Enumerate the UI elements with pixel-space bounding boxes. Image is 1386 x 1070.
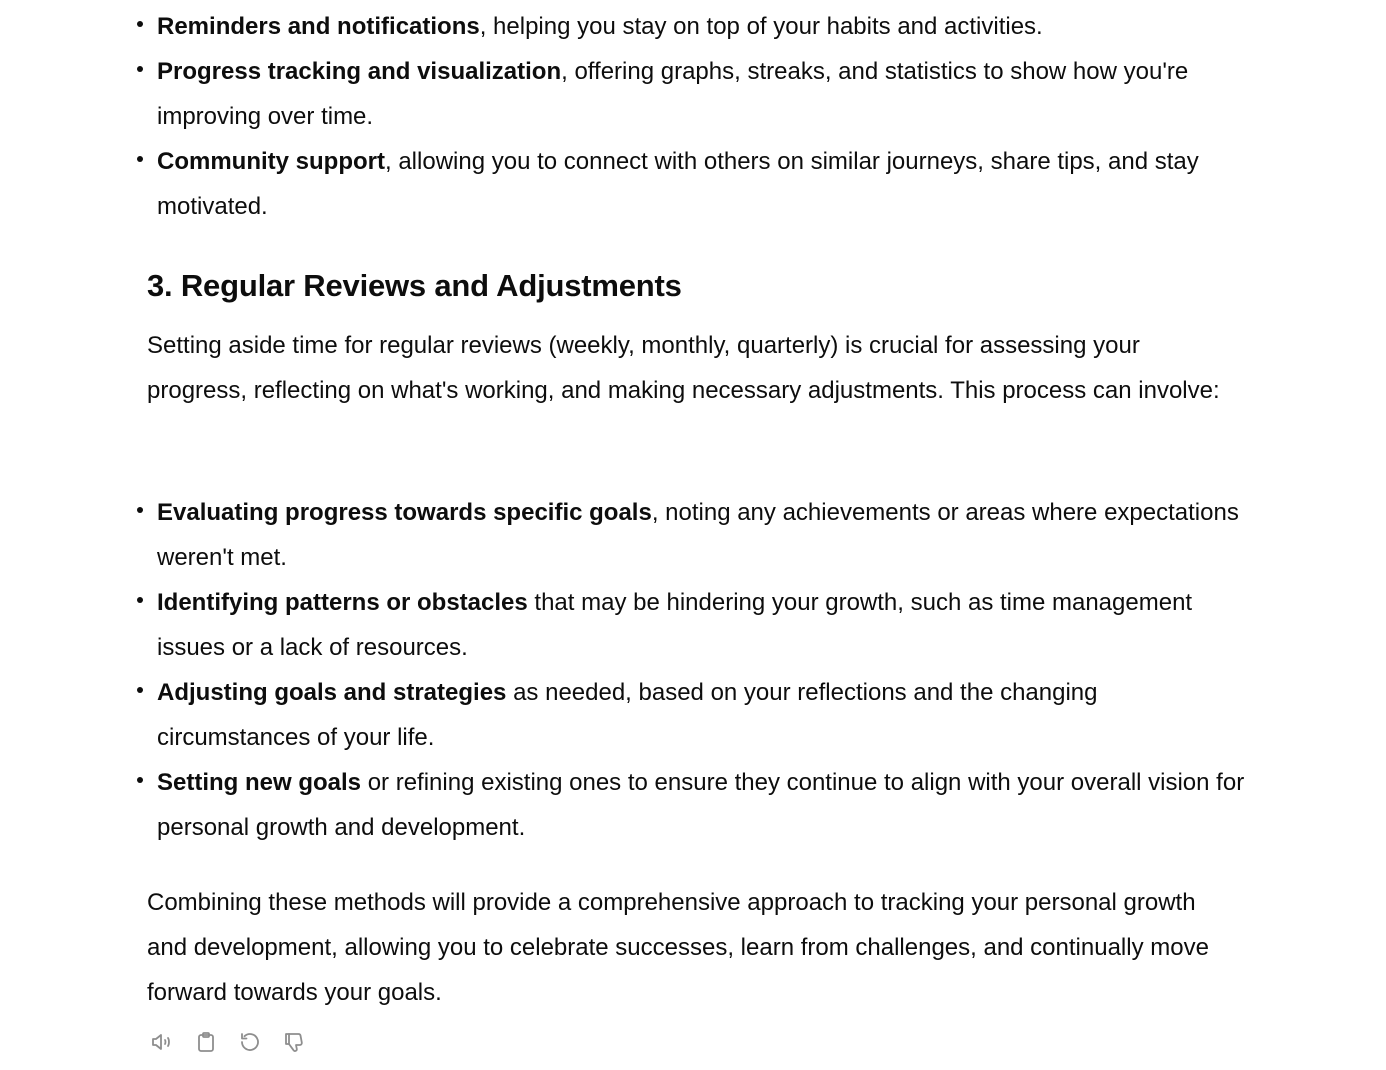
list-item — [147, 490, 1257, 580]
list-item — [147, 760, 1257, 850]
list-item-text: , noting any achievements or areas where expectations weren't met. — [157, 499, 1239, 571]
list-item-bold: Adjusting goals and strategies — [157, 679, 507, 706]
list-item — [147, 580, 1257, 670]
regenerate-icon — [238, 1030, 262, 1054]
bad-response-button[interactable] — [279, 1027, 309, 1057]
list-item-bold: Community support — [157, 148, 385, 175]
read-aloud-button[interactable] — [147, 1027, 177, 1057]
list-item-bold: Reminders and notifications — [157, 13, 480, 40]
section-intro: Setting aside time for regular reviews (weekly, monthly, quarterly) is crucial for assessing your progress, reflecting on what's working, and making necessary adjustments. This process can involve: — [147, 332, 1220, 404]
section-heading: 3. Regular Reviews and Adjustments — [147, 268, 682, 303]
list-item-bold: Progress tracking and visualization — [157, 58, 562, 85]
list-item — [147, 670, 1257, 760]
review-list — [147, 490, 1257, 850]
copy-button[interactable] — [191, 1027, 221, 1057]
thumbs-down-icon — [282, 1030, 306, 1054]
list-item-text: or refining existing ones to ensure they continue to align with your overall vision for personal growth and development. — [157, 769, 1245, 841]
list-item — [147, 139, 1257, 229]
list-item-bold: Setting new goals — [157, 769, 362, 796]
clipboard-icon — [194, 1030, 218, 1054]
list-item-text: as needed, based on your reflections and the changing circumstances of your life. — [157, 679, 1098, 751]
list-item — [147, 49, 1257, 139]
list-item-bold: Identifying patterns or obstacles — [157, 589, 528, 616]
regenerate-button[interactable] — [235, 1027, 265, 1057]
feature-list — [147, 4, 1257, 229]
speaker-icon — [150, 1030, 174, 1054]
list-item-text: that may be hindering your growth, such as time management issues or a lack of resources. — [157, 589, 1193, 661]
message-actions — [147, 1027, 309, 1057]
list-item-bold: Evaluating progress towards specific goals — [157, 499, 652, 526]
list-item-text: , allowing you to connect with others on similar journeys, share tips, and stay motivated. — [157, 148, 1199, 220]
list-item-text: , helping you stay on top of your habits and activities. — [479, 13, 1043, 40]
list-item-text: , offering graphs, streaks, and statistics to show how you're improving over time. — [157, 58, 1189, 130]
conclusion-paragraph: Combining these methods will provide a comprehensive approach to tracking your personal growth and development, allowing you to celebrate successes, learn from challenges, and continually move forward towards your goals. — [147, 889, 1209, 1006]
list-item — [147, 4, 1257, 49]
